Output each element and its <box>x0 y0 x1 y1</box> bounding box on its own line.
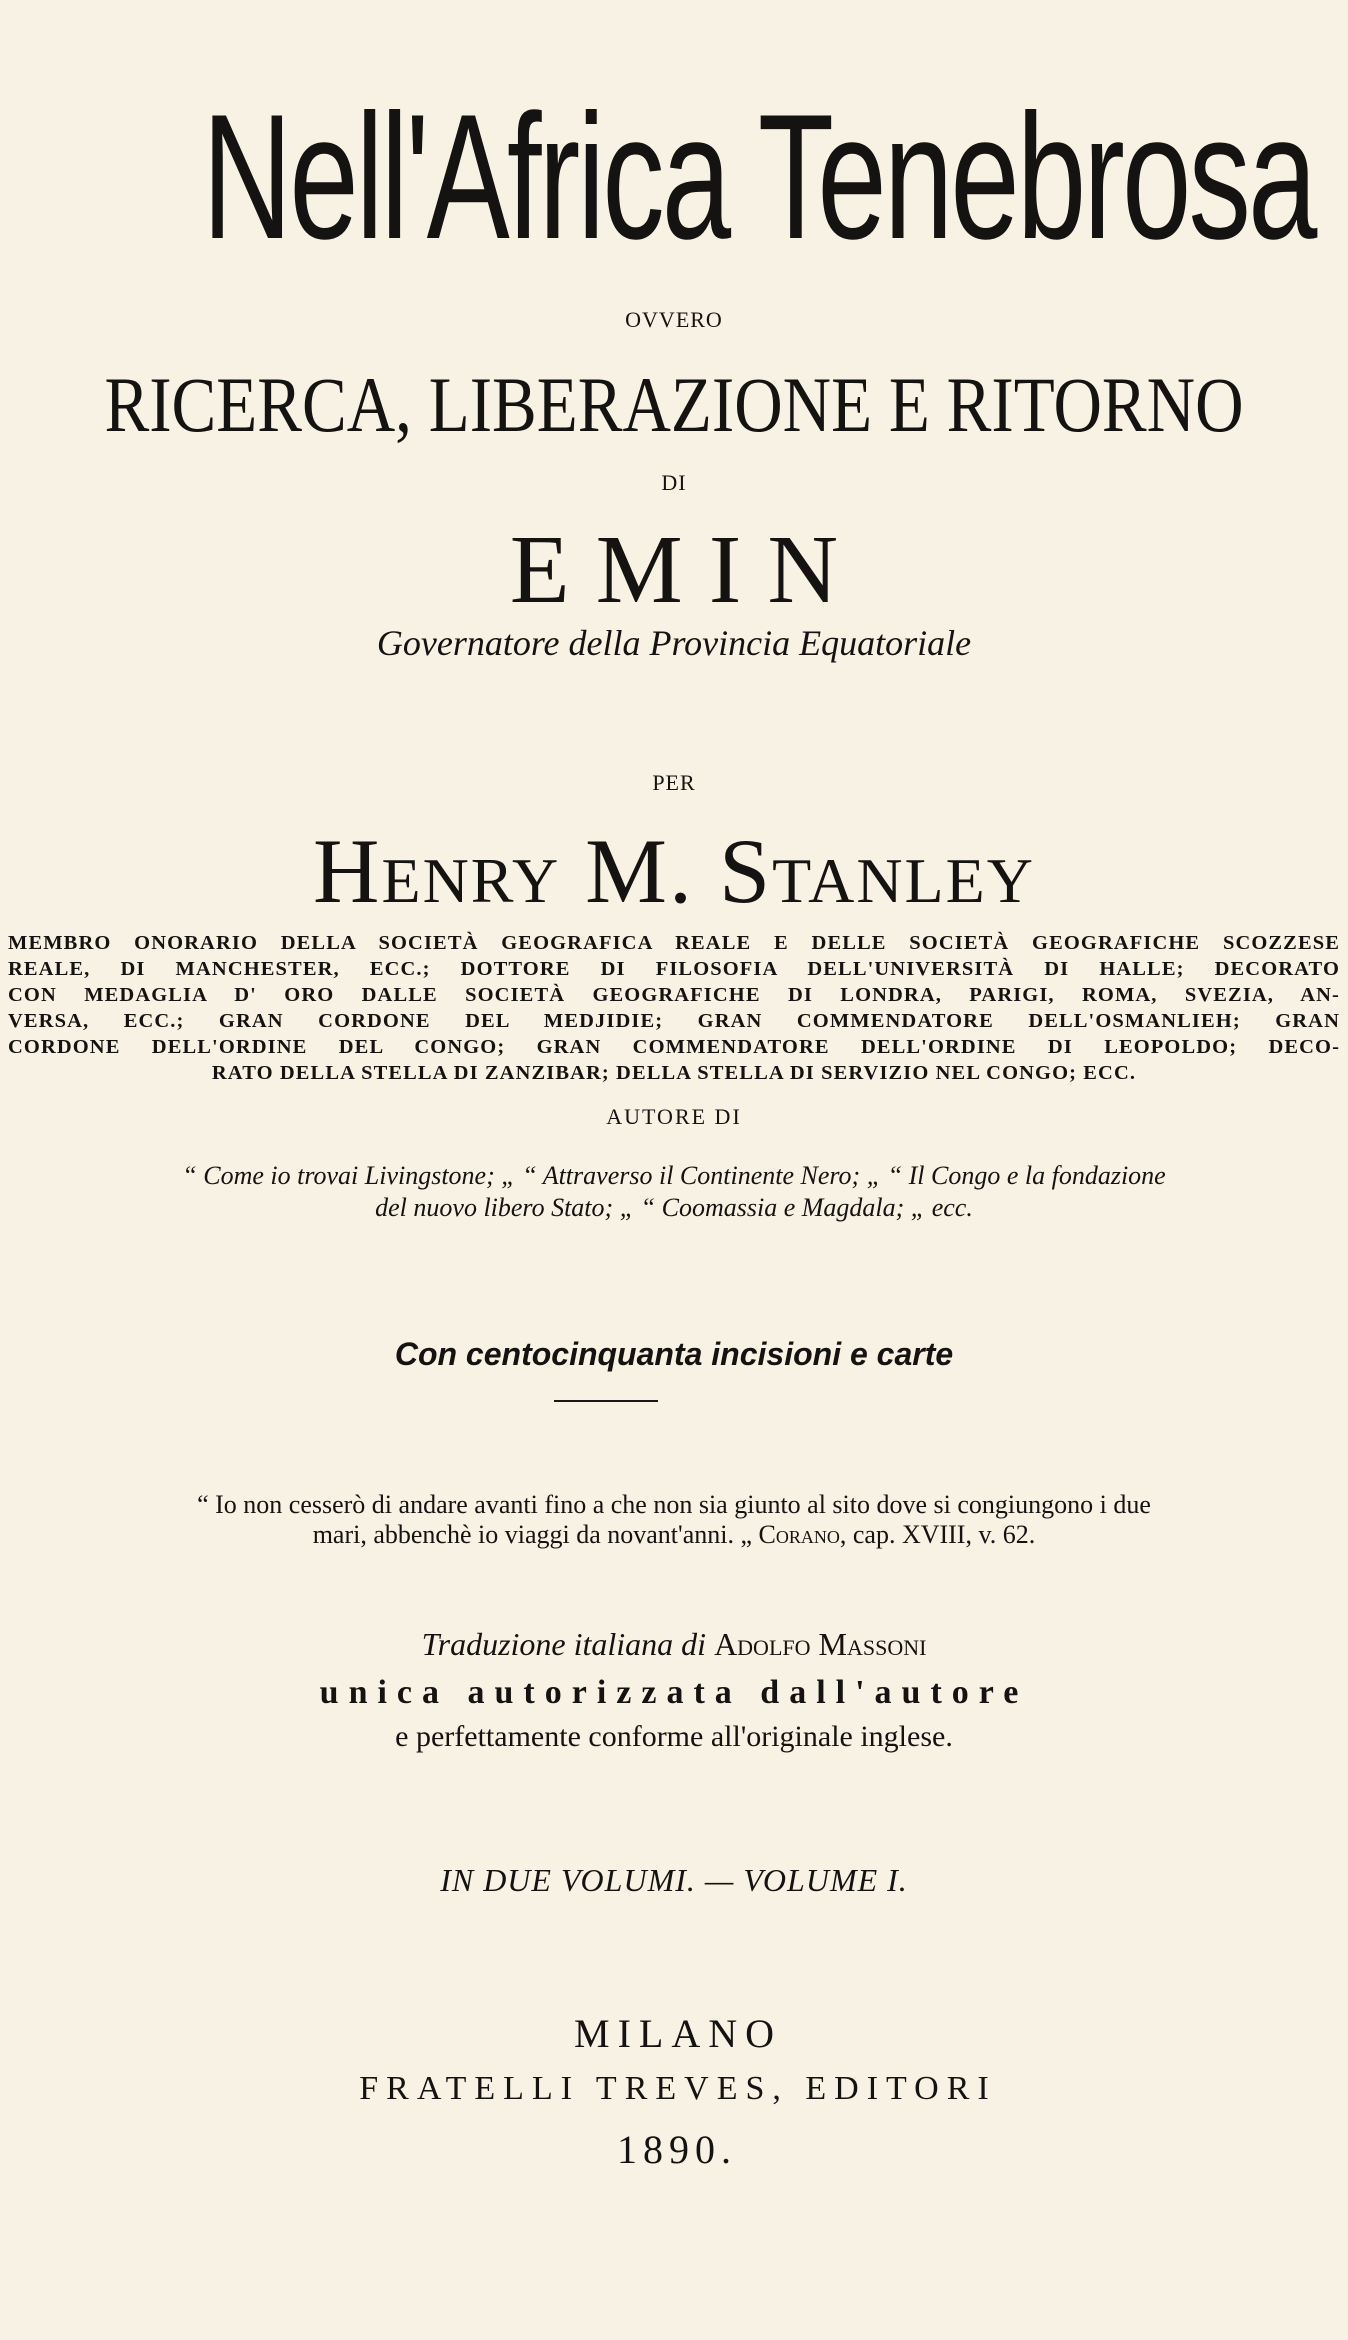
honors-line: REALE, DI MANCHESTER, ECC.; DOTTORE DI FILOSOFIA DELL'UNIVERSITÀ DI HALLE; DECORATO <box>8 958 1340 980</box>
honors-line: MEMBRO ONORARIO DELLA SOCIETÀ GEOGRAFICA REALE E DELLE SOCIETÀ GEOGRAFICHE SCOZZESE <box>8 932 1340 954</box>
epigraph-text: mari, abbenchè io viaggi da novant'anni. „ <box>312 1520 753 1549</box>
works-line: “ Come io trovai Livingstone; „ “ Attraverso il Continente Nero; „ “ Il Congo e la fondazione <box>182 1161 1166 1190</box>
authorized-edition: unica autorizzata dall'autore <box>319 1674 1029 1711</box>
works-line: del nuovo libero Stato; „ “ Coomassia e Magdala; „ ecc. <box>375 1193 973 1222</box>
translation-credit <box>0 1624 1348 1664</box>
epigraph-reference: , cap. XVIII, v. 62. <box>839 1520 1036 1549</box>
translator-name: Adolfo Massoni <box>714 1626 927 1662</box>
honors-line: RATO DELLA STELLA DI ZANZIBAR; DELLA STELLA DI SERVIZIO NEL CONGO; ECC. <box>211 1062 1137 1084</box>
epigraph <box>0 1490 1348 1550</box>
divider-rule <box>554 1400 658 1402</box>
epigraph-line: “ Io non cesserò di andare avanti fino a che non sia giunto al sito dove si congiungono i due <box>197 1490 1151 1519</box>
epigraph-line <box>0 1520 1348 1550</box>
volume-info: IN DUE VOLUMI. — VOLUME I. <box>440 1862 908 1898</box>
translation-prefix: Traduzione italiana di <box>421 1626 707 1662</box>
publication-year: 1890. <box>617 2127 737 2172</box>
honors-line: CON MEDAGLIA D' ORO DALLE SOCIETÀ GEOGRAFICHE DI LONDRA, PARIGI, ROMA, SVEZIA, AN- <box>8 984 1340 1006</box>
book-subtitle: RICERCA, LIBERAZIONE E RITORNO <box>104 361 1244 448</box>
honors-line: CORDONE DELL'ORDINE DEL CONGO; GRAN COMMENDATORE DELL'ORDINE DI LEOPOLDO; DECO- <box>8 1036 1340 1058</box>
conformity-note: e perfettamente conforme all'originale inglese. <box>395 1720 953 1753</box>
book-title: Nell'Africa Tenebrosa <box>202 77 1315 276</box>
illustrations-note: Con centocinquanta incisioni e carte <box>394 1336 954 1372</box>
ovvero-label: OVVERO <box>625 307 723 332</box>
publisher: FRATELLI TREVES, EDITORI <box>359 2070 997 2107</box>
other-works <box>0 1160 1348 1224</box>
di-label: DI <box>661 470 687 495</box>
publication-city: MILANO <box>574 2011 782 2056</box>
subject-name: EMIN <box>509 516 865 624</box>
honors-line: VERSA, ECC.; GRAN CORDONE DEL MEDJIDIE; GRAN COMMENDATORE DELL'OSMANLIEH; GRAN <box>8 1010 1340 1032</box>
autore-di-label: AUTORE DI <box>606 1104 742 1129</box>
epigraph-source: Corano <box>758 1520 840 1549</box>
per-label: PER <box>652 770 696 795</box>
author-honors <box>8 930 1340 1086</box>
subject-role: Governatore della Provincia Equatoriale <box>376 623 972 663</box>
author-name: Henry M. Stanley <box>313 820 1035 922</box>
